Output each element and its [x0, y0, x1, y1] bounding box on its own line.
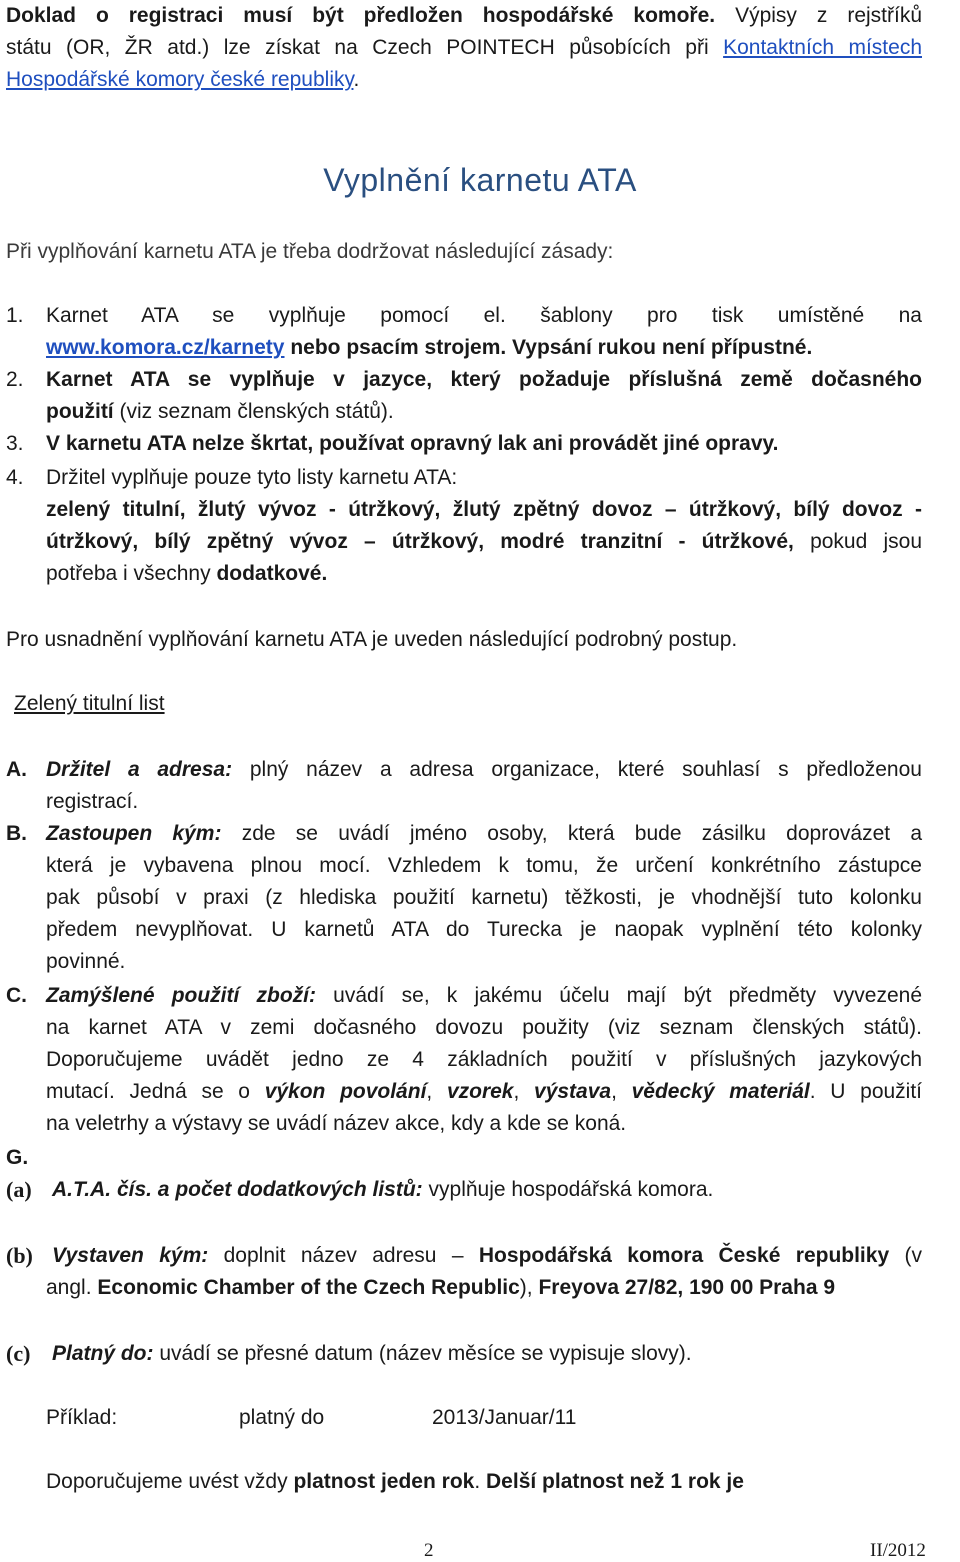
rule-2-line-2	[46, 396, 394, 428]
use-term: výkon povolání	[264, 1080, 427, 1103]
item-c-line-2: na karnet ATA v zemi dočasného dovozu použity (viz seznam členských států).	[46, 1016, 922, 1039]
rule-number: 4.	[6, 466, 24, 489]
rule-2-bold: použití	[46, 400, 114, 423]
subitem-b-text: doplnit název adresu –	[223, 1244, 464, 1267]
subitem-a-text: vyplňuje hospodářská komora.	[428, 1178, 714, 1201]
item-c-text: uvádí se, k jakému účelu mají být předměty vyvezené	[333, 984, 923, 1007]
contact-points-link[interactable]: Kontaktních místech	[723, 36, 922, 59]
item-c-line-5: na veletrhy a výstavy se uvádí název akce, kdy a kde se koná.	[46, 1112, 627, 1135]
item-c-line-3: Doporučujeme uvádět jedno ze 4 základních použití v příslušných jazykových	[46, 1048, 922, 1071]
use-term: výstava	[534, 1080, 612, 1103]
item-b-line-4: předem nevyplňovat. U karnetů ATA do Turecka je naopak vyplnění této kolonky	[46, 918, 922, 941]
rule-2-line-1	[46, 364, 922, 396]
item-label	[6, 754, 27, 786]
subitem-a-term: A.T.A. čís. a počet dodatkových listů:	[52, 1178, 423, 1201]
rule-4-line-4	[46, 558, 327, 590]
rule-2-rest: (viz seznam členských států).	[119, 400, 394, 423]
item-b-label: B.	[6, 822, 27, 845]
rule-number: 2.	[6, 368, 24, 391]
item-label	[6, 1142, 28, 1174]
item-g-label: G.	[6, 1146, 29, 1169]
subitem-label	[6, 1338, 30, 1370]
subitem-label	[6, 1240, 33, 1272]
item-b-line-3: pak působí v praxi (z hlediska použití karnetu) těžkosti, je vhodnější tuto kolonku	[46, 886, 922, 909]
rule-2-text: Karnet ATA se vyplňuje v jazyce, který požaduje příslušná země dočasného	[46, 368, 922, 391]
item-a-line-1	[46, 754, 922, 786]
subitem-b-text: ),	[519, 1276, 533, 1299]
use-term: vzorek	[446, 1080, 514, 1103]
recommendation-text: Doporučujeme uvést vždy	[46, 1470, 288, 1493]
recommendation-line	[46, 1466, 744, 1498]
rule-4-rest: pokud jsou	[810, 530, 922, 553]
subitem-b-term: Vystaven kým:	[52, 1244, 209, 1267]
karnety-link[interactable]: www.komora.cz/karnety	[46, 336, 285, 359]
item-a-line-2: registrací.	[46, 790, 139, 813]
rule-4-sheets: zelený titulní, žlutý vývoz - útržkový, žlutý zpětný dovoz – útržkový, bílý dovoz -	[46, 498, 922, 521]
example-value: 2013/Januar/11	[432, 1406, 577, 1429]
example-label: Příklad:	[46, 1406, 118, 1429]
page-number: 2	[424, 1540, 434, 1561]
rule-1-text: nebo psacím strojem. Vypsání rukou není přípustné.	[290, 336, 813, 359]
subitem-b-text: angl.	[46, 1276, 92, 1299]
subitem-b-text: (v	[904, 1244, 923, 1267]
subitem-b-line-2	[46, 1272, 835, 1304]
item-a-text: plný název a adresa organizace, které souhlasí s předloženou	[249, 758, 922, 781]
recommendation-bold: Delší platnost než 1 rok je	[486, 1470, 744, 1493]
rule-1-line-2	[46, 332, 812, 364]
item-b-text: zde se uvádí jméno osoby, která bude zásilku doprovázet a	[241, 822, 923, 845]
recommendation-bold: platnost jeden rok	[293, 1470, 475, 1493]
section-title: Zelený titulní list	[14, 692, 165, 715]
rule-4-line-1: Držitel vyplňuje pouze tyto listy karnetu ATA:	[46, 466, 458, 489]
intro-line-1	[6, 0, 922, 32]
item-c-label: C.	[6, 984, 27, 1007]
procedure-text: Pro usnadnění vyplňování karnetu ATA je uveden následující podrobný postup.	[6, 628, 738, 651]
item-b-line-2: která je vybavena plnou mocí. Vzhledem k tomu, že určení konkrétního zástupce	[46, 854, 922, 877]
subitem-b-address: Freyova 27/82, 190 00 Praha 9	[538, 1276, 836, 1299]
page-title: Vyplnění karnetu ATA	[323, 162, 637, 198]
lead-text: Při vyplňování karnetu ATA je třeba dodržovat následující zásady:	[6, 240, 614, 263]
item-a-term: Držitel a adresa:	[46, 758, 233, 781]
rule-3-line	[46, 428, 778, 460]
rule-4-line-3	[46, 526, 922, 558]
rule-1-line-1: Karnet ATA se vyplňuje pomocí el. šablony pro tisk umístěné na	[46, 304, 922, 327]
chamber-link[interactable]: Hospodářské komory české republiky	[6, 68, 354, 91]
item-b-term: Zastoupen kým:	[46, 822, 222, 845]
subitem-b-bold: Hospodářská komora České republiky	[478, 1244, 890, 1267]
item-c-line-1	[46, 980, 922, 1012]
intro-line-3	[6, 64, 359, 96]
item-c-line-4: mutací. Jedná se o výkon povolání, vzorek, výstava, vědecký materiál. U použití	[46, 1080, 923, 1103]
item-b-line-5: povinné.	[46, 950, 126, 973]
subitem-c-line	[52, 1338, 692, 1370]
subitem-c-term: Platný do:	[52, 1342, 154, 1365]
intro-bold-text: Doklad o registraci musí být předložen hospodářské komoře.	[6, 4, 716, 27]
intro-period: .	[353, 68, 360, 91]
use-term: vědecký materiál	[631, 1080, 810, 1103]
intro-text: Výpisy z rejstříků	[735, 4, 923, 27]
item-label	[6, 818, 27, 850]
item-b-line-1	[46, 818, 922, 850]
subitem-label	[6, 1174, 32, 1206]
intro-text: státu (OR, ŽR atd.) lze získat na Czech POINTECH působících při	[6, 36, 709, 59]
subitem-c-text: uvádí se přesné datum (název měsíce se vypisuje slovy).	[159, 1342, 692, 1365]
item-label	[6, 980, 27, 1012]
subitem-a-line	[52, 1174, 713, 1206]
subitem-b-bold: Economic Chamber of the Czech Republic	[97, 1276, 520, 1299]
rule-number: 3.	[6, 432, 24, 455]
item-a-label: A.	[6, 758, 27, 781]
document-code: II/2012	[870, 1540, 926, 1561]
subitem-c-label: (c)	[6, 1341, 31, 1366]
item-c-text: . U použití	[809, 1080, 923, 1103]
intro-line-2	[6, 32, 922, 64]
rule-4-bold: dodatkové.	[216, 562, 328, 585]
recommendation-text: .	[474, 1470, 481, 1493]
rule-3-text: V karnetu ATA nelze škrtat, používat opravný lak ani provádět jiné opravy.	[46, 432, 779, 455]
rule-4-line-2	[46, 494, 922, 526]
subitem-b-label: (b)	[6, 1243, 33, 1268]
rule-4-sheets: útržkový, bílý zpětný vývoz – útržkový, modré tranzitní - útržkové,	[46, 530, 794, 553]
item-c-term: Zamýšlené použití zboží:	[46, 984, 316, 1007]
example-mid: platný do	[239, 1406, 325, 1429]
item-c-text: mutací. Jedná se o	[46, 1080, 250, 1103]
subitem-a-label: (a)	[6, 1177, 32, 1202]
rule-number: 1.	[6, 304, 24, 327]
subitem-b-line-1	[52, 1240, 922, 1272]
rule-4-text: potřeba i všechny	[46, 562, 211, 585]
